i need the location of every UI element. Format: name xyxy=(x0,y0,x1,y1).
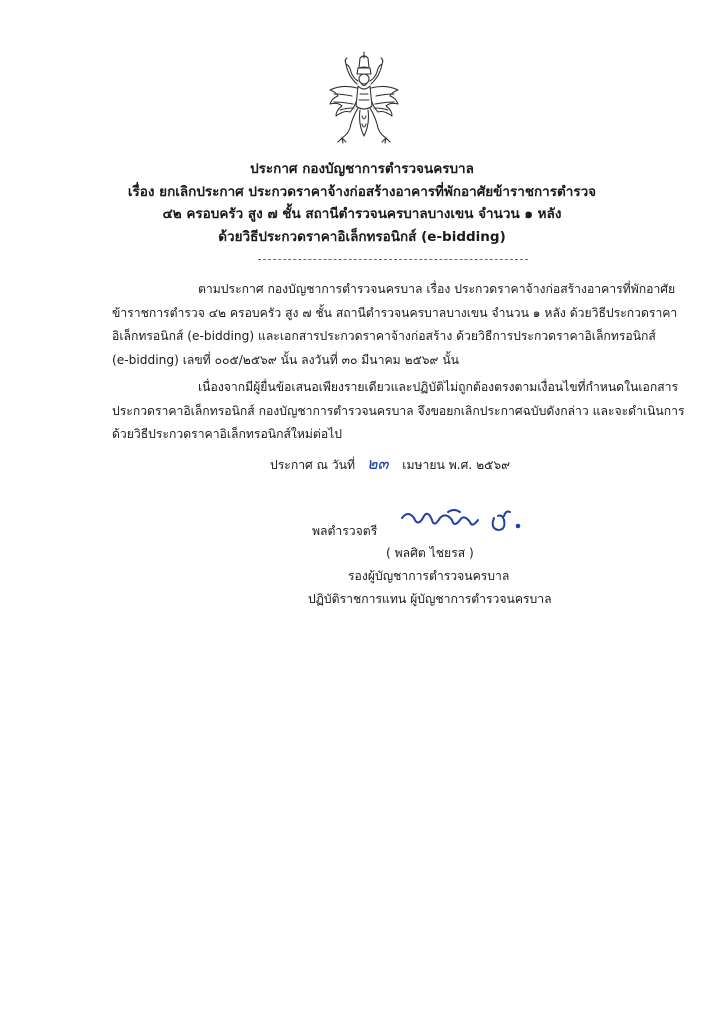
title-separator xyxy=(258,259,528,260)
title-line-subject: เรื่อง ยกเลิกประกาศ ประกวดราคาจ้างก่อสร้างอาคารที่พักอาศัยข้าราชการตำรวจ xyxy=(127,183,597,200)
announcement-title xyxy=(0,158,724,248)
signer-name: ( พลศิต ไชยรส ) xyxy=(386,546,474,560)
paragraph-line: (e-bidding) เลขที่ ๐๐๕/๒๕๖๙ นั้น ลงวันที่ ๓๐ มีนาคม ๒๕๖๙ นั้น xyxy=(112,352,460,367)
paragraph-cancellation xyxy=(112,376,685,447)
paragraph-reference xyxy=(112,278,678,372)
paragraph-line: ข้าราชการตำรวจ ๔๒ ครอบครัว สูง ๗ ชั้น สถานีตำรวจนครบาลบางเขน จำนวน ๑ หลัง ด้วยวิธีประกวดราคา xyxy=(112,305,678,320)
date-suffix: เมษายน พ.ศ. ๒๕๖๙ xyxy=(402,458,511,472)
signer-position: รองผู้บัญชาการตำรวจนครบาล xyxy=(348,569,510,583)
title-line-method: ด้วยวิธีประกวดราคาอิเล็กทรอนิกส์ (e-bidding) xyxy=(218,228,506,245)
signer-block xyxy=(300,542,620,611)
title-line-subject-cont: ๔๒ ครอบครัว สูง ๗ ชั้น สถานีตำรวจนครบาลบางเขน จำนวน ๑ หลัง xyxy=(162,206,562,222)
paragraph-line: เนื่องจากมีผู้ยื่นข้อเสนอเพียงรายเดียวและปฏิบัติไม่ถูกต้องตรงตามเงื่อนไขที่กำหนดในเอกสาร xyxy=(198,380,679,394)
paragraph-line: อิเล็กทรอนิกส์ (e-bidding) และเอกสารประกวดราคาจ้างก่อสร้าง ด้วยวิธีการประกวดราคาอิเล็กทรอนิกส์ xyxy=(112,329,656,343)
paragraph-line: ประกวดราคาอิเล็กทรอนิกส์ กองบัญชาการตำรวจนครบาล จึงขอยกเลิกประกาศฉบับดังกล่าว และจะดำเนินการ xyxy=(112,403,685,418)
paragraph-line: ด้วยวิธีประกวดราคาอิเล็กทรอนิกส์ใหม่ต่อไป xyxy=(112,427,343,441)
date-day-handwritten: ๒๓ xyxy=(366,454,389,473)
handwritten-signature xyxy=(394,506,534,540)
signer-rank: พลตำรวจตรี xyxy=(312,524,378,538)
title-line-issuer: ประกาศ กองบัญชาการตำรวจนครบาล xyxy=(250,161,474,177)
signer-acting-position: ปฏิบัติราชการแทน ผู้บัญชาการตำรวจนครบาล xyxy=(308,592,552,606)
date-prefix: ประกาศ ณ วันที่ xyxy=(270,458,356,472)
garuda-emblem-icon xyxy=(326,50,402,146)
paragraph-line: ตามประกาศ กองบัญชาการตำรวจนครบาล เรื่อง ประกวดราคาจ้างก่อสร้างอาคารที่พักอาศัย xyxy=(198,282,676,296)
announcement-date xyxy=(270,452,510,477)
